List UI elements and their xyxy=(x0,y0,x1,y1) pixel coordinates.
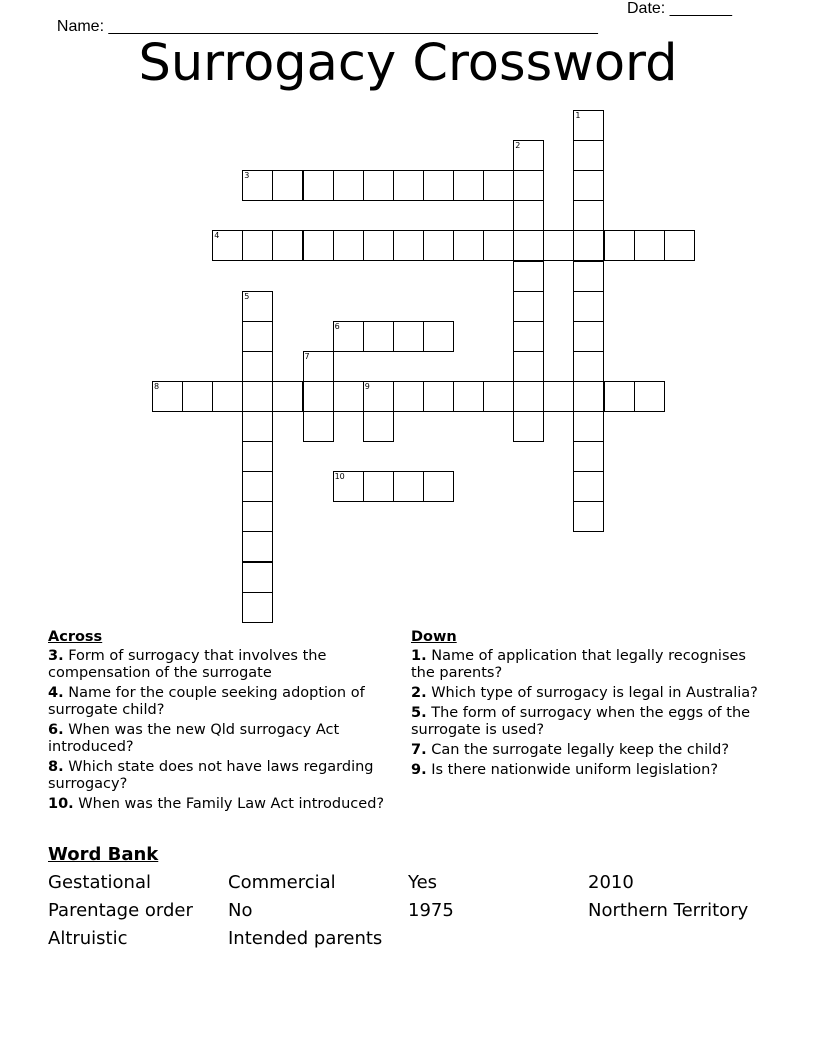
grid-cell[interactable] xyxy=(393,321,424,352)
grid-cell[interactable] xyxy=(242,230,273,261)
grid-cell[interactable] xyxy=(453,381,484,412)
across-clue-4 xyxy=(48,685,398,719)
page-title: Surrogacy Crossword xyxy=(138,34,678,93)
grid-cell[interactable] xyxy=(333,170,364,201)
grid-cell[interactable] xyxy=(423,170,454,201)
cell-number: 1 xyxy=(575,111,581,120)
down-clue-1 xyxy=(411,648,771,682)
word-bank-item: No xyxy=(228,900,253,921)
word-bank-item: Yes xyxy=(408,872,438,893)
cell-number: 8 xyxy=(154,381,160,391)
word-bank-item: Commercial xyxy=(228,872,336,893)
grid-cell[interactable] xyxy=(242,411,273,442)
clue-text: Name of application that legally recognises the parents? xyxy=(411,648,746,681)
grid-cell[interactable] xyxy=(393,381,424,412)
word-bank-item: Gestational xyxy=(48,872,151,893)
grid-cell[interactable] xyxy=(513,230,544,261)
grid-cell[interactable] xyxy=(573,381,604,412)
word-bank-title: Word Bank xyxy=(48,844,159,865)
clue-number: 5. xyxy=(411,705,427,721)
grid-cell[interactable] xyxy=(513,381,544,412)
grid-cell[interactable] xyxy=(272,381,303,412)
across-clues xyxy=(48,629,398,816)
grid-cell[interactable] xyxy=(303,230,334,261)
grid-cell[interactable] xyxy=(242,381,273,412)
down-clue-9 xyxy=(411,762,771,779)
grid-cell[interactable] xyxy=(242,351,273,382)
grid-cell[interactable] xyxy=(573,140,604,171)
grid-cell[interactable] xyxy=(513,200,544,231)
grid-cell[interactable] xyxy=(242,321,273,352)
grid-cell[interactable] xyxy=(212,381,243,412)
grid-cell[interactable] xyxy=(242,592,273,623)
cell-number: 5 xyxy=(244,291,250,301)
grid-cell[interactable] xyxy=(303,381,334,412)
across-clue-3 xyxy=(48,648,398,682)
clue-number: 2. xyxy=(411,685,427,701)
word-bank-item: Intended parents xyxy=(228,928,383,949)
grid-cell[interactable] xyxy=(242,170,273,201)
cell-number: 7 xyxy=(304,351,310,361)
across-heading: Across xyxy=(48,629,103,645)
grid-cell[interactable] xyxy=(333,471,364,502)
grid-cell[interactable] xyxy=(303,351,334,382)
grid-cell[interactable] xyxy=(333,381,364,412)
grid-cell[interactable] xyxy=(543,230,574,261)
clue-text: Can the surrogate legally keep the child? xyxy=(431,742,730,758)
grid-cell[interactable] xyxy=(573,501,604,532)
grid-cell[interactable] xyxy=(483,381,514,412)
grid-cell[interactable] xyxy=(242,531,273,562)
grid-cell[interactable] xyxy=(272,230,303,261)
clue-text: Which type of surrogacy is legal in Australia? xyxy=(431,685,758,701)
cell-number: 10 xyxy=(334,472,345,482)
down-clues xyxy=(411,629,771,782)
grid-cell[interactable] xyxy=(363,321,394,352)
grid-cell[interactable] xyxy=(423,230,454,261)
grid-cell[interactable] xyxy=(573,261,604,292)
clue-number: 4. xyxy=(48,685,64,701)
clue-number: 8. xyxy=(48,759,64,775)
grid-cell[interactable] xyxy=(242,562,273,593)
grid-cell[interactable] xyxy=(363,471,394,502)
word-bank xyxy=(48,873,768,949)
grid-cell[interactable] xyxy=(393,471,424,502)
grid-cell[interactable] xyxy=(573,471,604,502)
grid-cell[interactable] xyxy=(513,261,544,292)
grid-cell[interactable] xyxy=(423,381,454,412)
clue-number: 7. xyxy=(411,742,427,758)
grid-cell[interactable] xyxy=(333,321,364,352)
grid-cell[interactable] xyxy=(634,230,665,261)
grid-cell[interactable] xyxy=(363,230,394,261)
grid-cell[interactable] xyxy=(423,321,454,352)
grid-cell[interactable] xyxy=(513,170,544,201)
clue-number: 1. xyxy=(411,648,427,664)
grid-cell[interactable] xyxy=(333,230,364,261)
grid-cell[interactable] xyxy=(543,381,574,412)
clue-text: Name for the couple seeking adoption of surrogate child? xyxy=(48,685,365,718)
grid-cell[interactable] xyxy=(483,170,514,201)
cell-number: 6 xyxy=(334,321,340,331)
grid-cell[interactable] xyxy=(363,381,394,412)
grid-cell[interactable] xyxy=(634,381,665,412)
grid-cell[interactable] xyxy=(604,381,635,412)
grid-cell[interactable] xyxy=(573,411,604,442)
grid-cell[interactable] xyxy=(573,321,604,352)
grid-cell[interactable] xyxy=(573,351,604,382)
word-bank-item: 2010 xyxy=(588,872,634,893)
word-bank-item: Northern Territory xyxy=(588,900,749,921)
grid-cell[interactable] xyxy=(453,170,484,201)
date-field[interactable]: Date: _______ xyxy=(627,0,732,17)
cell-number: 2 xyxy=(515,141,521,151)
grid-cell[interactable] xyxy=(152,381,183,412)
grid-cell[interactable] xyxy=(604,230,635,261)
grid-cell[interactable] xyxy=(303,170,334,201)
grid-cell[interactable] xyxy=(513,411,544,442)
word-bank-item: Parentage order xyxy=(48,900,193,921)
down-clue-7 xyxy=(411,742,771,759)
grid-cell[interactable] xyxy=(664,230,695,261)
grid-cell[interactable] xyxy=(242,291,273,322)
grid-cell[interactable] xyxy=(242,501,273,532)
across-clue-8 xyxy=(48,759,398,793)
clue-number: 9. xyxy=(411,762,427,778)
grid-cell[interactable] xyxy=(242,441,273,472)
word-bank-item: 1975 xyxy=(408,900,454,921)
grid-cell[interactable] xyxy=(513,291,544,322)
grid-cell[interactable] xyxy=(363,170,394,201)
grid-cell[interactable] xyxy=(573,291,604,322)
grid-cell[interactable] xyxy=(573,110,604,141)
grid-cell[interactable] xyxy=(573,170,604,201)
grid-cell[interactable] xyxy=(182,381,213,412)
across-clue-10 xyxy=(48,796,398,813)
grid-cell[interactable] xyxy=(212,230,243,261)
clue-text: When was the Family Law Act introduced? xyxy=(78,796,385,812)
cell-number: 4 xyxy=(214,231,220,241)
grid-cell[interactable] xyxy=(453,230,484,261)
clue-number: 6. xyxy=(48,722,64,738)
grid-cell[interactable] xyxy=(573,200,604,231)
cell-number: 3 xyxy=(244,171,250,181)
grid-cell[interactable] xyxy=(303,411,334,442)
clue-text: When was the new Qld surrogacy Act introduced? xyxy=(48,722,340,755)
grid-cell[interactable] xyxy=(573,441,604,472)
grid-cell[interactable] xyxy=(393,230,424,261)
clue-number: 10. xyxy=(48,796,74,812)
grid-cell[interactable] xyxy=(573,230,604,261)
grid-cell[interactable] xyxy=(483,230,514,261)
grid-cell[interactable] xyxy=(242,471,273,502)
down-clue-5 xyxy=(411,705,771,739)
down-clue-2 xyxy=(411,685,771,702)
cell-number: 9 xyxy=(364,381,370,391)
across-clue-6 xyxy=(48,722,398,756)
grid-cell[interactable] xyxy=(513,140,544,171)
clue-text: Which state does not have laws regarding surrogacy? xyxy=(48,759,374,792)
down-heading: Down xyxy=(411,629,457,645)
grid-cell[interactable] xyxy=(513,321,544,352)
clue-text: Form of surrogacy that involves the compensation of the surrogate xyxy=(48,648,327,681)
clue-text: Is there nationwide uniform legislation? xyxy=(431,762,719,778)
clue-text: The form of surrogacy when the eggs of the surrogate is used? xyxy=(411,705,751,738)
grid-cell[interactable] xyxy=(513,351,544,382)
word-bank-item: Altruistic xyxy=(48,928,128,949)
name-field[interactable]: Name: _______________________________________________________ xyxy=(56,18,598,35)
grid-cell[interactable] xyxy=(393,170,424,201)
grid-cell[interactable] xyxy=(272,170,303,201)
clue-number: 3. xyxy=(48,648,64,664)
grid-cell[interactable] xyxy=(363,411,394,442)
grid-cell[interactable] xyxy=(423,471,454,502)
